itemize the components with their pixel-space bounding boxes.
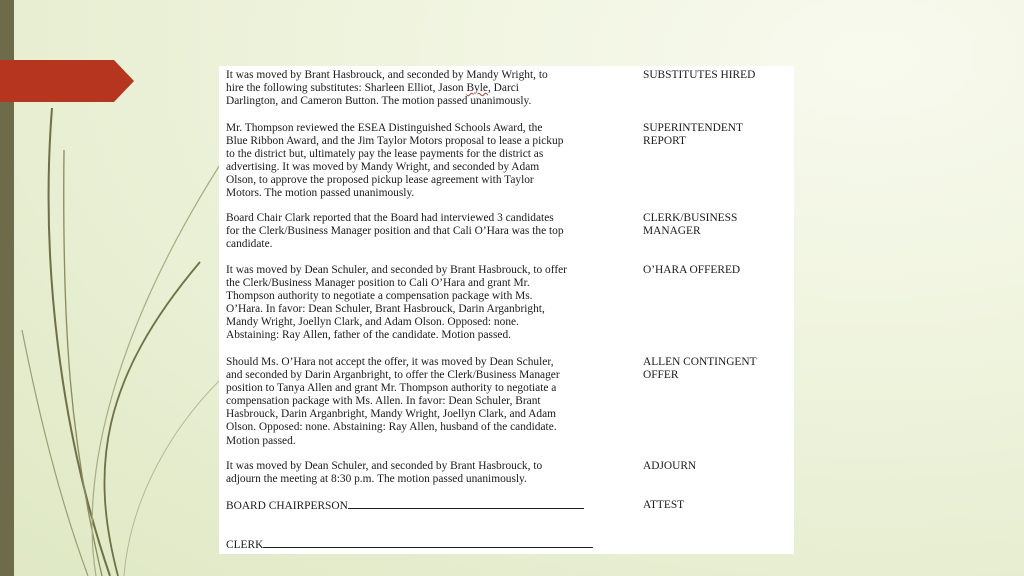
minute-heading: ALLEN CONTINGENT OFFER bbox=[643, 356, 757, 382]
red-arrow-decoration bbox=[0, 60, 134, 102]
minute-text: It was moved by Dean Schuler, and seconded by Brant Hasbrouck, to adjourn the meeting at 8:30 p.m. The motion passed unanimously. bbox=[226, 460, 543, 486]
minute-text: Should Ms. O’Hara not accept the offer, it was moved by Dean Schuler, and seconded by Darin Arganbright, to offer the Clerk/Business Manager position to Tanya Allen and grant Mr. Thompson authority to negotiate a compensation package with Ms. Allen. In favor: Dean Schuler, Brant Hasbrouck, Darin Arganbright, Mandy Wright, Joellyn Clark, and Adam Olson. Opposed: none. Abstaining: Ray Allen, husband of the candidate. Motion passed. bbox=[226, 356, 560, 447]
misspelled-word: Byle bbox=[466, 82, 488, 95]
chair-signature: BOARD CHAIRPERSON bbox=[226, 499, 616, 513]
minute-text: It was moved by Brant Hasbrouck, and seconded by Mandy Wright, to hire the following substitutes: Sharleen Elliot, Jason Byle, Darci Darlington, and Cameron Button. The motion passed unanimously. bbox=[226, 69, 548, 108]
minute-heading: SUPERINTENDENT REPORT bbox=[643, 122, 743, 148]
minute-text: Mr. Thompson reviewed the ESEA Distinguished Schools Award, the Blue Ribbon Award, and the Jim Taylor Motors proposal to lease a pickup to the district but, ultimately pay the lease payments for the district as advertising. It was moved by Mandy Wright, and seconded by Adam Olson, to approve the proposed pickup lease agreement with Taylor Motors. The motion passed unanimously. bbox=[226, 122, 564, 200]
chair-signature-line bbox=[348, 499, 584, 509]
clerk-signature: CLERK bbox=[226, 538, 616, 552]
attest-label: ATTEST bbox=[643, 499, 685, 511]
minute-heading: CLERK/BUSINESS MANAGER bbox=[643, 212, 738, 238]
minute-heading: SUBSTITUTES HIRED bbox=[643, 69, 756, 81]
minute-text: Board Chair Clark reported that the Board had interviewed 3 candidates for the Clerk/Business Manager position and that Cali O’Hara was the top candidate. bbox=[226, 212, 564, 251]
minute-heading: ADJOURN bbox=[643, 460, 697, 472]
minute-heading: O’HARA OFFERED bbox=[643, 264, 741, 276]
minutes-document bbox=[219, 66, 794, 554]
clerk-signature-line bbox=[263, 538, 593, 548]
minute-text: It was moved by Dean Schuler, and seconded by Brant Hasbrouck, to offer the Clerk/Business Manager position to Cali O’Hara and grant Mr. Thompson authority to negotiate a compensation package with Ms. O’Hara. In favor: Dean Schuler, Brant Hasbrouck, Darin Arganbright, Mandy Wright, Joellyn Clark, and Adam Olson. Opposed: none. Abstaining: Ray Allen, father of the candidate. Motion passed. bbox=[226, 264, 567, 342]
